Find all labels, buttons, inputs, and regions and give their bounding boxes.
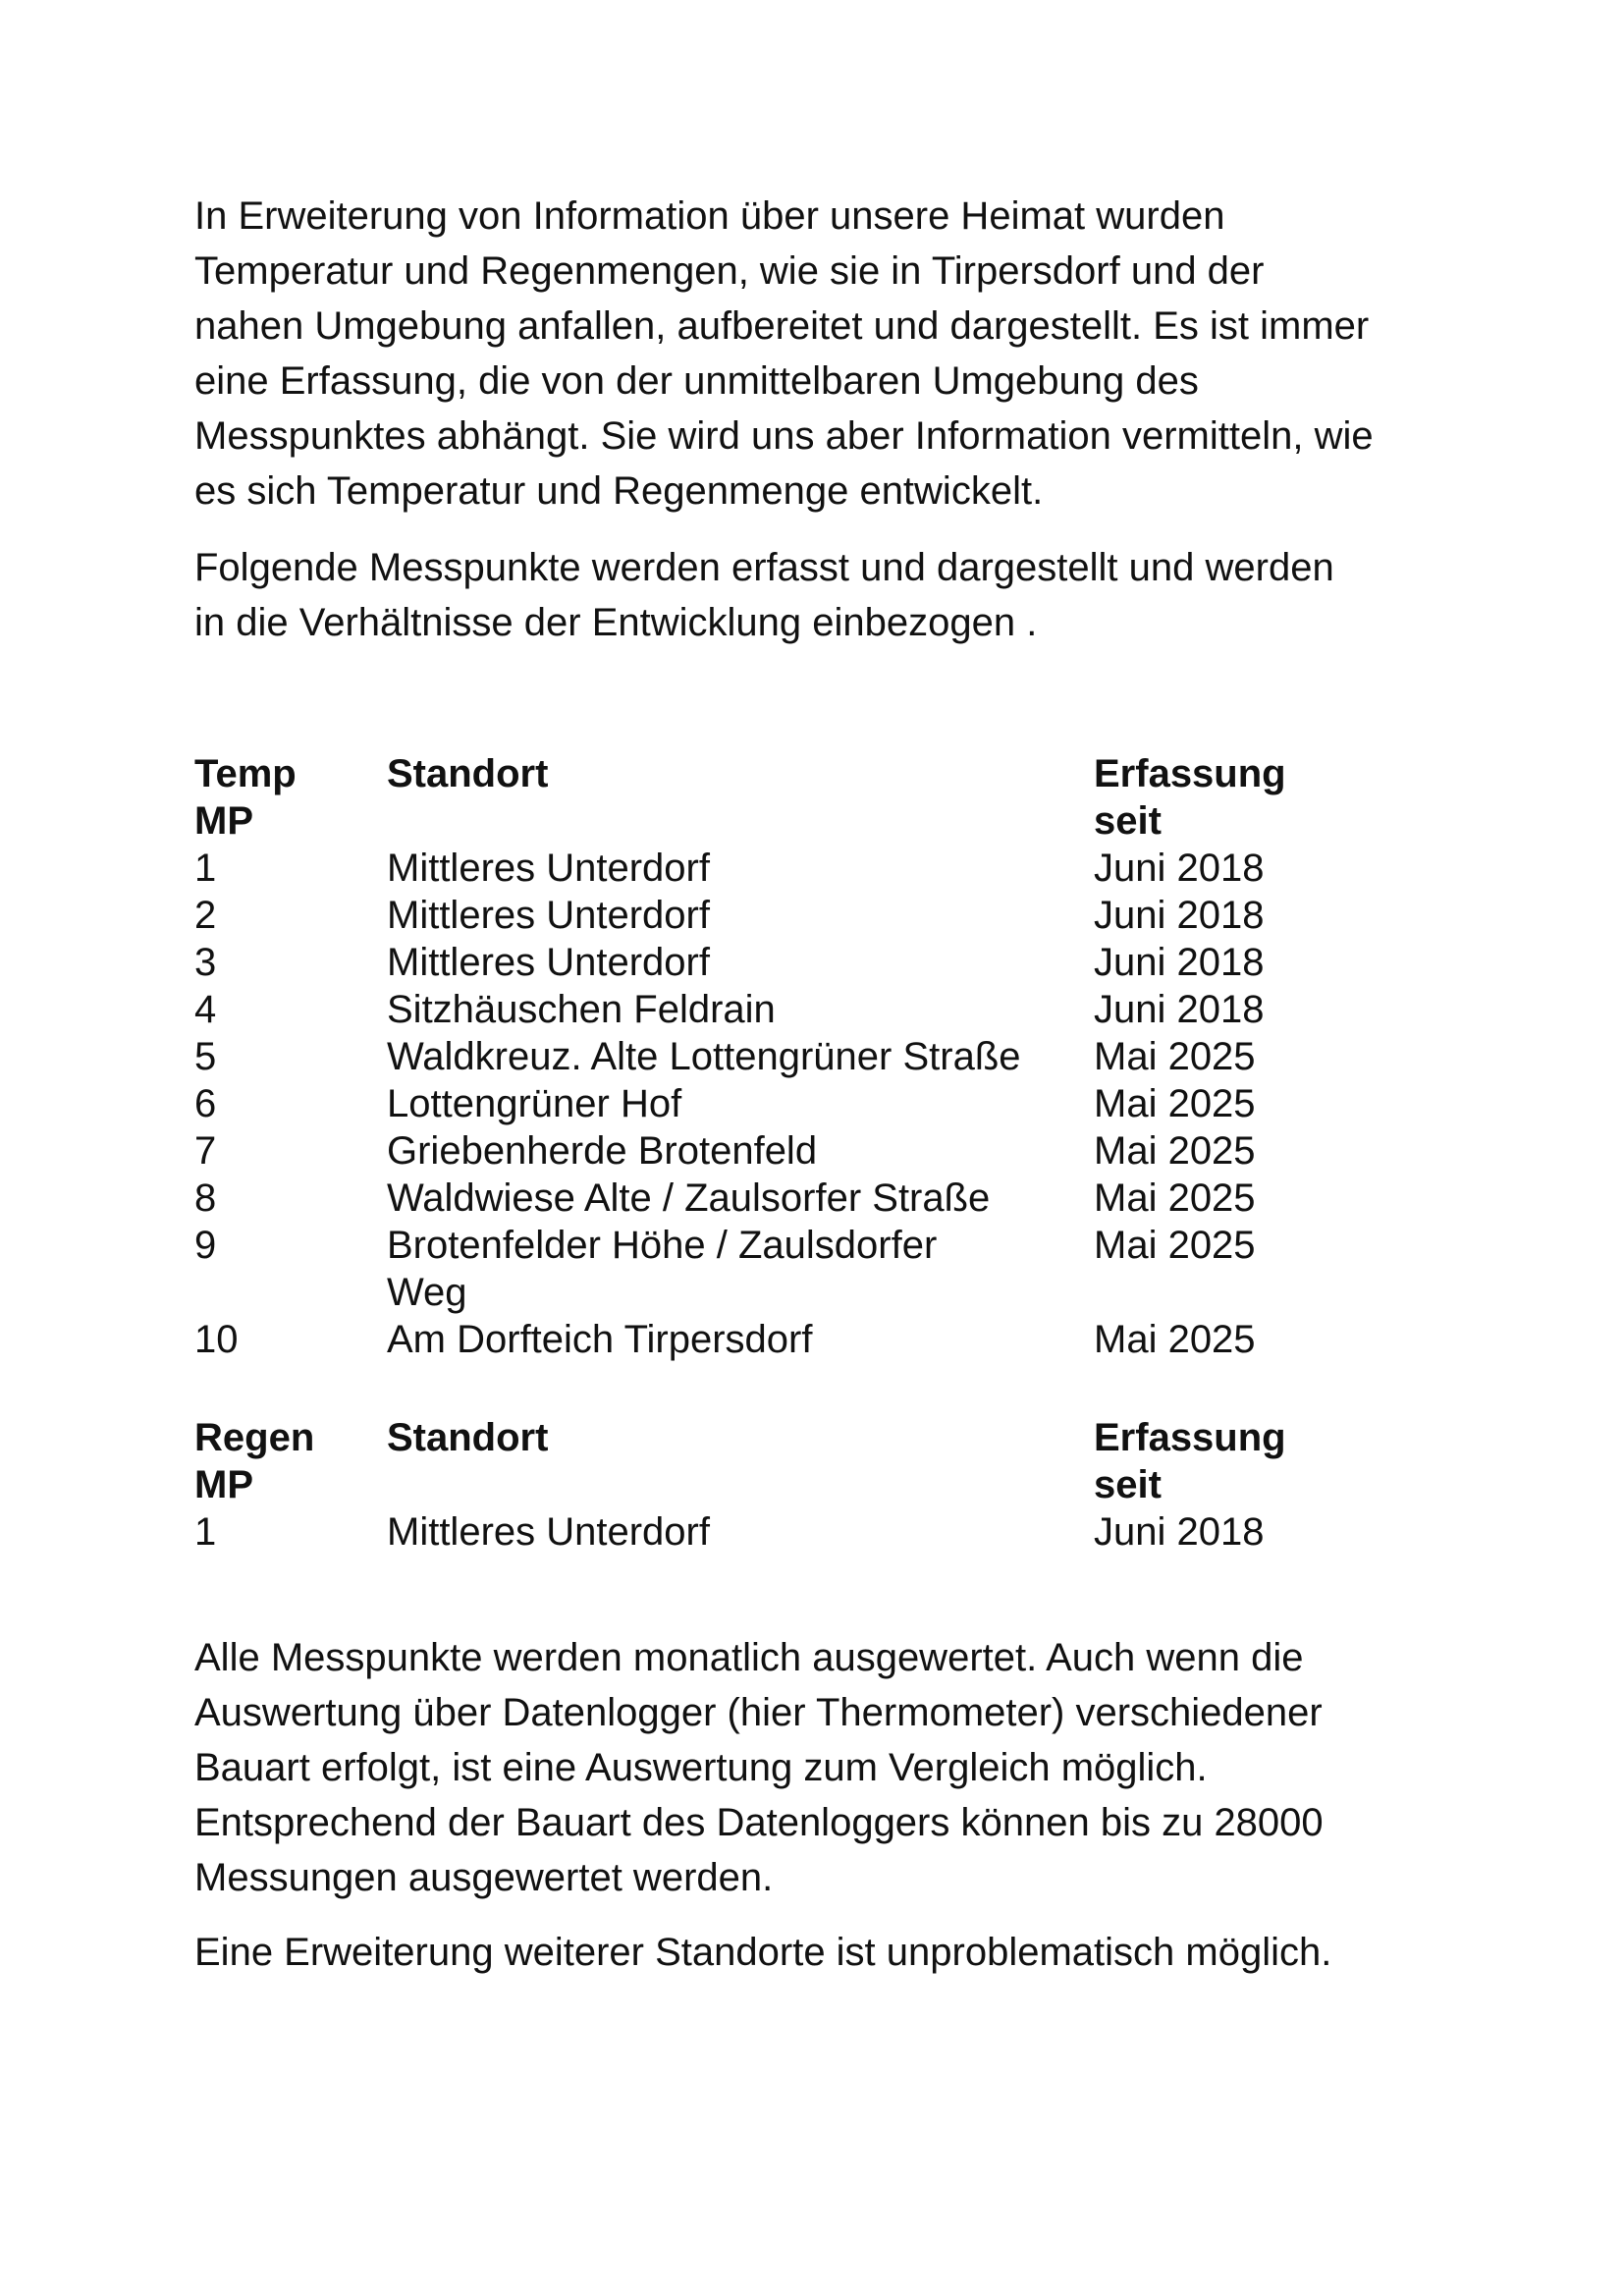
cell-since: Mai 2025 xyxy=(1094,1224,1256,1267)
cell-mp: 10 xyxy=(194,1318,239,1361)
rain-table-body xyxy=(194,1508,1320,1556)
cell-since: Mai 2025 xyxy=(1094,1318,1256,1361)
table-header-row xyxy=(194,1414,1320,1508)
header-since-line2: seit xyxy=(1094,1463,1162,1506)
header-location: Standort xyxy=(387,1416,549,1459)
header-mp xyxy=(194,1414,387,1508)
table-row xyxy=(194,1127,1320,1175)
intro-paragraph-2: Folgende Messpunkte werden erfasst und dargestellt und werden in die Verhältnisse der Entwicklung einbezogen . xyxy=(194,546,1334,644)
table-row xyxy=(194,1316,1320,1363)
cell-since: Juni 2018 xyxy=(1094,847,1265,890)
cell-mp: 6 xyxy=(194,1082,217,1125)
cell-since: Juni 2018 xyxy=(1094,894,1265,937)
cell-location: Mittleres Unterdorf xyxy=(387,894,710,937)
header-mp-line1: Regen xyxy=(194,1416,315,1459)
header-since-line2: seit xyxy=(1094,799,1162,843)
temperature-table-body xyxy=(194,845,1320,1363)
cell-location: Am Dorfteich Tirpersdorf xyxy=(387,1318,813,1361)
cell-since: Mai 2025 xyxy=(1094,1035,1256,1078)
outro-paragraph-1: Alle Messpunkte werden monatlich ausgewertet. Auch wenn die Auswertung über Datenlogger (hier Thermometer) verschiedener Bauart erfolgt, ist eine Auswertung zum Vergleich möglich. Entsprechend der Bauart des Datenloggers können bis zu 28000 Messungen ausgewertet werden. xyxy=(194,1636,1324,1899)
cell-location: Mittleres Unterdorf xyxy=(387,941,710,984)
cell-since: Mai 2025 xyxy=(1094,1129,1256,1173)
table-row xyxy=(194,1033,1320,1080)
table-header-row xyxy=(194,750,1320,845)
cell-location: Brotenfelder Höhe / Zaulsdorfer Weg xyxy=(387,1224,938,1314)
cell-since: Juni 2018 xyxy=(1094,988,1265,1031)
cell-location: Lottengrüner Hof xyxy=(387,1082,682,1125)
temperature-measuring-points-table xyxy=(194,750,1320,1363)
header-since-line1: Erfassung xyxy=(1094,1416,1286,1459)
cell-mp: 8 xyxy=(194,1176,217,1220)
rain-measuring-points-table xyxy=(194,1414,1320,1556)
table-row xyxy=(194,845,1320,892)
cell-location: Waldkreuz. Alte Lottengrüner Straße xyxy=(387,1035,1021,1078)
outro-paragraph-2: Eine Erweiterung weiterer Standorte ist unproblematisch möglich. xyxy=(194,1931,1332,1974)
cell-mp: 2 xyxy=(194,894,217,937)
cell-location: Griebenherde Brotenfeld xyxy=(387,1129,818,1173)
intro-paragraph-1: In Erweiterung von Information über unsere Heimat wurden Temperatur und Regenmengen, wie sie in Tirpersdorf und der nahen Umgebung anfallen, aufbereitet und dargestellt. Es ist immer eine Erfassung, die von der unmittelbaren Umgebung des Messpunktes abhängt. Sie wird uns aber Information vermitteln, wie es sich Temperatur und Regenmenge entwickelt. xyxy=(194,194,1374,513)
table-row xyxy=(194,1175,1320,1222)
header-mp-line2: MP xyxy=(194,1463,253,1506)
header-since xyxy=(1094,1414,1320,1508)
table-row xyxy=(194,939,1320,986)
cell-since: Juni 2018 xyxy=(1094,941,1265,984)
table-row xyxy=(194,1080,1320,1127)
header-location: Standort xyxy=(387,752,549,795)
cell-since: Mai 2025 xyxy=(1094,1082,1256,1125)
cell-mp: 1 xyxy=(194,1510,217,1554)
cell-location: Mittleres Unterdorf xyxy=(387,1510,710,1554)
cell-mp: 4 xyxy=(194,988,217,1031)
table-row xyxy=(194,986,1320,1033)
cell-since: Juni 2018 xyxy=(1094,1510,1265,1554)
cell-mp: 3 xyxy=(194,941,217,984)
cell-mp: 5 xyxy=(194,1035,217,1078)
header-mp-line1: Temp xyxy=(194,752,297,795)
header-since xyxy=(1094,750,1320,845)
header-since-line1: Erfassung xyxy=(1094,752,1286,795)
cell-mp: 7 xyxy=(194,1129,217,1173)
table-row xyxy=(194,1222,1320,1316)
table-row xyxy=(194,892,1320,939)
cell-location: Mittleres Unterdorf xyxy=(387,847,710,890)
cell-since: Mai 2025 xyxy=(1094,1176,1256,1220)
table-row xyxy=(194,1508,1320,1556)
header-mp-line2: MP xyxy=(194,799,253,843)
cell-mp: 1 xyxy=(194,847,217,890)
header-mp xyxy=(194,750,387,845)
cell-location: Sitzhäuschen Feldrain xyxy=(387,988,776,1031)
cell-mp: 9 xyxy=(194,1224,217,1267)
cell-location: Waldwiese Alte / Zaulsorfer Straße xyxy=(387,1176,991,1220)
